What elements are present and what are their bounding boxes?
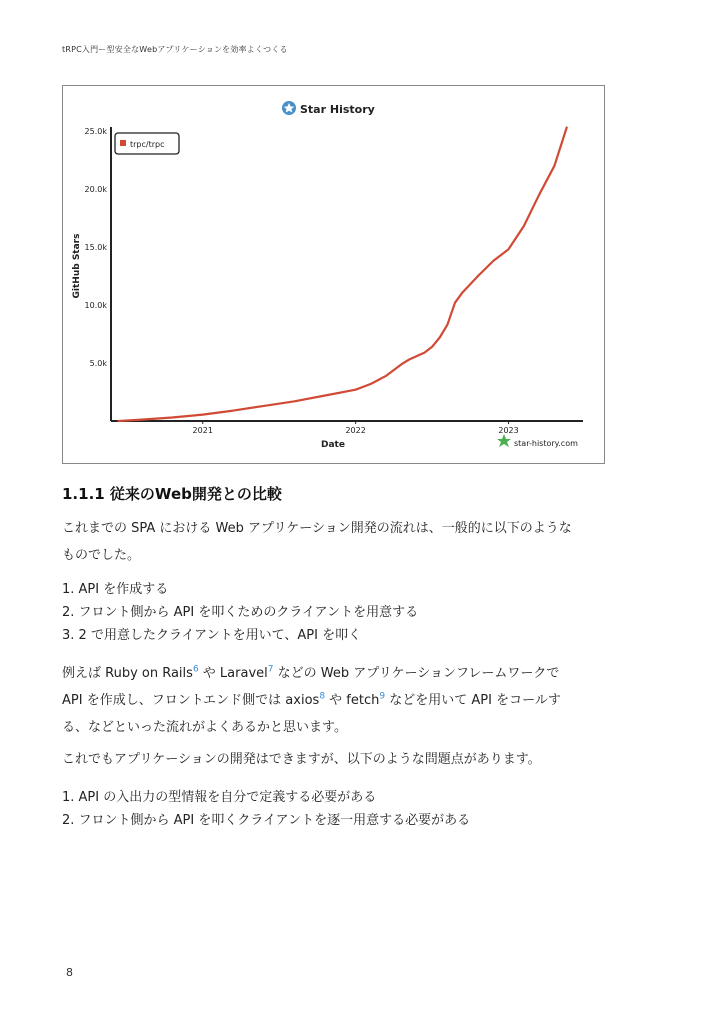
watermark-icon (497, 434, 511, 447)
running-header: tRPC入門ー型安全なWebアプリケーションを効率よくつくる (62, 45, 288, 54)
y-tick-label: 5.0k (89, 359, 107, 368)
y-tick-label: 20.0k (84, 185, 107, 194)
example-text: などを用いて API をコールす (385, 693, 561, 708)
y-tick-label: 25.0k (84, 127, 107, 136)
example-text: や fetch (325, 693, 380, 708)
footnote-ref-8[interactable]: 8 (319, 691, 326, 702)
list-item: 3. 2 で用意したクライアントを用いて、API を叩く (62, 628, 362, 643)
chart-legend (115, 133, 179, 154)
x-tick-label: 2022 (345, 426, 366, 435)
y-axis-title: GitHub Stars (72, 233, 82, 299)
intro-line: ものでした。 (62, 548, 141, 563)
y-tick-label: 10.0k (84, 301, 107, 310)
example-paragraph (62, 660, 614, 741)
footnote-ref-7[interactable]: 7 (267, 664, 274, 675)
section-heading: 1.1.1 従来のWeb開発との比較 (62, 485, 282, 503)
steps-list (62, 578, 418, 647)
legend-swatch (120, 140, 126, 146)
intro-paragraph (62, 515, 614, 569)
star-history-chart (63, 86, 604, 463)
example-text: る、などといった流れがよくあるかと思います。 (62, 720, 347, 735)
example-text: などの Web アプリケーションフレームワークで (273, 666, 560, 681)
example-text: API を作成し、フロントエンド側では axios (62, 693, 320, 708)
page-number: 8 (66, 966, 73, 979)
chart-watermark: star-history.com (514, 439, 578, 448)
star-history-figure (62, 85, 605, 464)
star-history-logo-icon (282, 101, 296, 115)
footnote-ref-6[interactable]: 6 (192, 664, 199, 675)
problems-list (62, 786, 470, 832)
list-item: 2. フロント側から API を叩くクライアントを逐一用意する必要がある (62, 813, 471, 828)
list-item: 2. フロント側から API を叩くためのクライアントを用意する (62, 605, 419, 620)
series-line (119, 128, 567, 422)
x-tick-label: 2021 (192, 426, 213, 435)
problems-intro: これでもアプリケーションの開発はできますが、以下のような問題点があります。 (62, 752, 541, 767)
y-tick-label: 15.0k (84, 243, 107, 252)
list-item: 1. API の入出力の型情報を自分で定義する必要がある (62, 790, 377, 805)
legend-label: trpc/trpc (130, 140, 165, 149)
x-tick-label: 2023 (498, 426, 519, 435)
chart-brand-title: Star History (300, 103, 375, 116)
list-item: 1. API を作成する (62, 582, 169, 597)
intro-line: これまでの SPA における Web アプリケーション開発の流れは、一般的に以下のような (62, 521, 572, 536)
footnote-ref-9[interactable]: 9 (379, 691, 386, 702)
example-text: や Laravel (198, 666, 268, 681)
example-text: 例えば Ruby on Rails (62, 666, 193, 681)
x-axis-title: Date (321, 440, 345, 450)
